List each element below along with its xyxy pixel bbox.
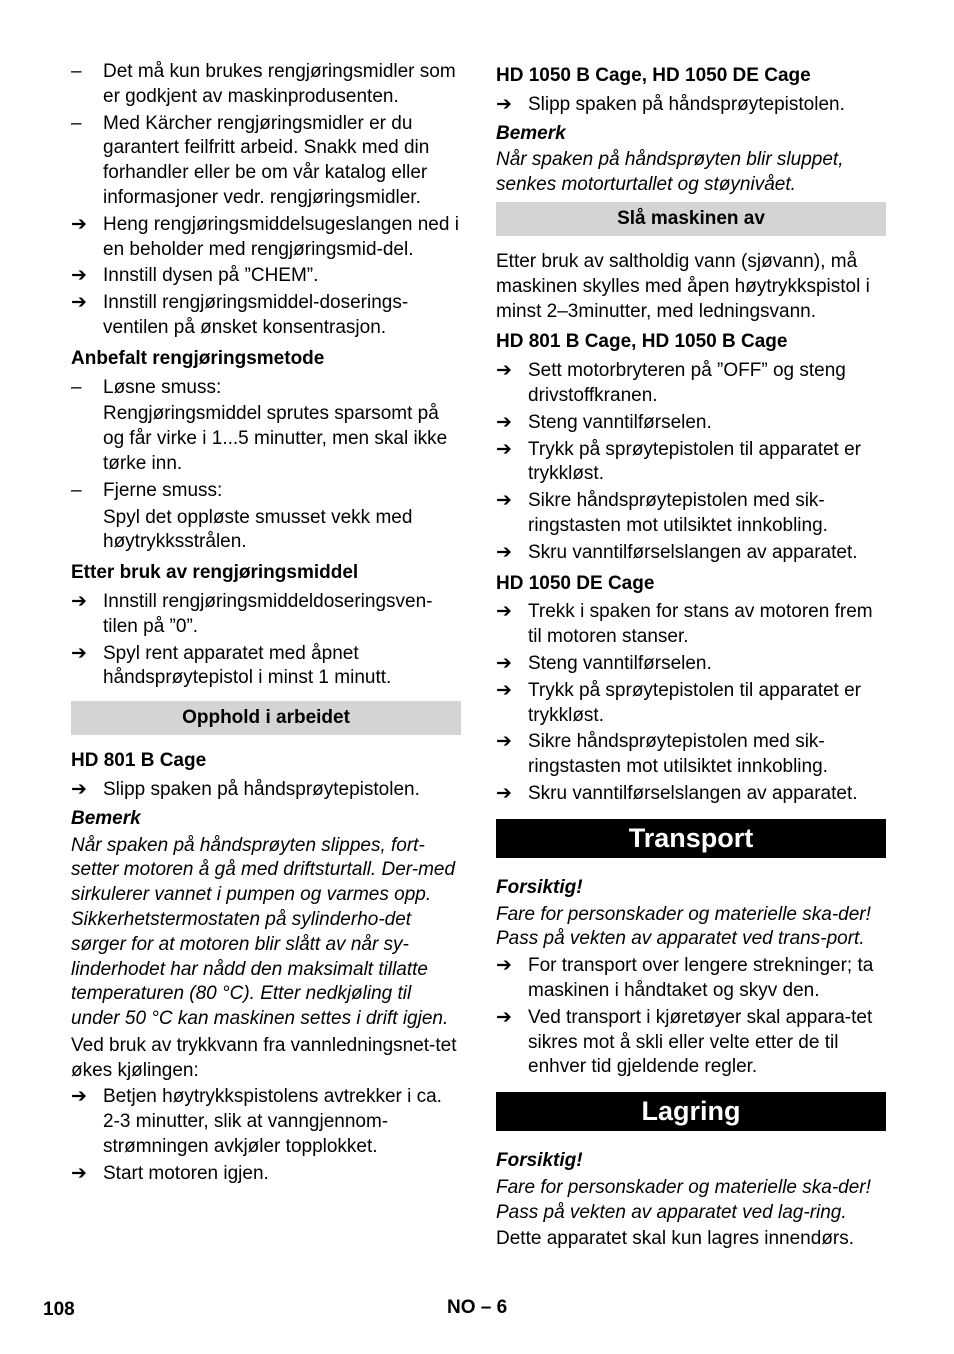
list-item bbox=[71, 590, 461, 640]
list-item-text: Innstill dysen på ”CHEM”. bbox=[103, 265, 319, 287]
list-item bbox=[496, 600, 886, 650]
arrow-icon: ➔ bbox=[71, 265, 87, 287]
list-item bbox=[496, 782, 886, 807]
arrow-icon: ➔ bbox=[71, 1162, 87, 1184]
method-step2-label: Fjerne smuss: bbox=[103, 479, 223, 501]
list-item-text: Det må kun brukes rengjøringsmidler som er godkjent av maskinprodusenten. bbox=[103, 61, 456, 107]
list-item-text: Skru vanntilførselslangen av apparatet. bbox=[528, 782, 858, 804]
list-item-text: Start motoren igjen. bbox=[103, 1162, 269, 1184]
method-step1-text: Rengjøringsmiddel sprutes sparsomt på og får virke i 1...5 minutter, men skal ikke tørke inn. bbox=[103, 403, 448, 474]
dash-marker: – bbox=[71, 479, 82, 501]
list-item-text: Trykk på sprøytepistolen til apparatet er trykkløst. bbox=[528, 679, 861, 726]
list-item-text: Steng vanntilførselen. bbox=[528, 652, 712, 674]
arrow-icon: ➔ bbox=[71, 292, 87, 314]
dash-marker: – bbox=[71, 376, 82, 398]
list-item-text: Slipp spaken på håndsprøytepistolen. bbox=[528, 93, 845, 115]
arrow-icon: ➔ bbox=[71, 1086, 87, 1108]
arrow-icon: ➔ bbox=[496, 411, 512, 433]
dash-marker: – bbox=[71, 112, 82, 134]
list-item-text: Sett motorbryteren på ”OFF” og steng drivstoffkranen. bbox=[528, 360, 846, 406]
list-item-text: Heng rengjøringsmiddelsugeslangen ned i en beholder med rengjøringsmid-del. bbox=[103, 213, 459, 260]
arrow-icon: ➔ bbox=[496, 652, 512, 674]
list-item bbox=[71, 213, 461, 263]
hd801-heading: HD 801 B Cage bbox=[71, 750, 207, 772]
list-item bbox=[71, 642, 461, 692]
off-de-heading: HD 1050 DE Cage bbox=[496, 572, 655, 594]
list-item bbox=[496, 730, 886, 780]
note-text: Når spaken på håndsprøyten slippes, fort-setter motoren å gå med driftsturtall. Der-med sirkulerer vannet i pumpen og varmes opp. Sikkerhetstermostaten på sylinderho-det sørger for at motoren blir slått av når sy-linderhodet har nådd den maksimalt tillatte temperaturen (80 °C). Etter nedkjøling til under 50 °C kan maskinen settes i drift igjen. bbox=[71, 834, 456, 1030]
list-item bbox=[496, 489, 886, 539]
list-item-text: Trykk på sprøytepistolen til apparatet er trykkløst. bbox=[528, 438, 861, 485]
off-b-heading: HD 801 B Cage, HD 1050 B Cage bbox=[496, 331, 788, 353]
arrow-icon: ➔ bbox=[71, 642, 87, 664]
section-band-pause: Opphold i arbeidet bbox=[71, 701, 461, 735]
arrow-icon: ➔ bbox=[496, 679, 512, 701]
arrow-icon: ➔ bbox=[496, 601, 512, 623]
note-label: Bemerk bbox=[71, 807, 141, 829]
list-item-text: Sikre håndsprøytepistolen med sik-ringstasten mot utilsiktet innkobling. bbox=[528, 490, 828, 536]
dash-marker: – bbox=[71, 61, 82, 82]
list-item-text: Med Kärcher rengjøringsmidler er du garantert feilfritt arbeid. Snakk med din forhandler eller be om vår katalog eller informasjoner vedr. rengjøringsmidler. bbox=[103, 112, 430, 208]
list-item bbox=[71, 376, 461, 401]
right-column bbox=[496, 60, 886, 1254]
after-heading: Etter bruk av rengjøringsmiddel bbox=[71, 562, 359, 584]
hd1050-heading: HD 1050 B Cage, HD 1050 DE Cage bbox=[496, 65, 811, 86]
arrow-icon: ➔ bbox=[496, 360, 512, 382]
arrow-icon: ➔ bbox=[496, 1006, 512, 1028]
note-label: Bemerk bbox=[496, 122, 566, 144]
list-item bbox=[71, 1085, 461, 1159]
arrow-icon: ➔ bbox=[71, 213, 87, 235]
list-item bbox=[496, 1006, 886, 1080]
arrow-icon: ➔ bbox=[71, 590, 87, 612]
list-item bbox=[71, 112, 461, 211]
list-item bbox=[71, 778, 461, 803]
caution-label: Forsiktig! bbox=[496, 876, 583, 898]
arrow-icon: ➔ bbox=[496, 541, 512, 563]
list-item bbox=[496, 93, 886, 118]
list-item-text: Sikre håndsprøytepistolen med sik-ringstasten mot utilsiktet innkobling. bbox=[528, 731, 828, 778]
list-item bbox=[71, 1162, 461, 1187]
list-item bbox=[496, 954, 886, 1004]
arrow-icon: ➔ bbox=[496, 438, 512, 460]
caution-label: Forsiktig! bbox=[496, 1150, 583, 1172]
arrow-icon: ➔ bbox=[496, 490, 512, 512]
caution-text: Fare for personskader og materielle ska-der! Pass på vekten av apparatet ved lag-ring. bbox=[496, 1176, 871, 1223]
list-item-text: For transport over lengere strekninger; ta maskinen i håndtaket og skyv den. bbox=[528, 955, 874, 1001]
arrow-icon: ➔ bbox=[496, 731, 512, 753]
list-item-text: Steng vanntilførselen. bbox=[528, 411, 712, 433]
arrow-icon: ➔ bbox=[496, 93, 512, 115]
note-text: Når spaken på håndsprøyten blir sluppet, senkes motorturtallet og støynivået. bbox=[496, 149, 844, 196]
storage-paragraph: Dette apparatet skal kun lagres innendørs. bbox=[496, 1228, 855, 1250]
list-item bbox=[71, 479, 461, 504]
left-column bbox=[71, 60, 461, 1189]
list-item bbox=[71, 60, 461, 110]
page-number: 108 bbox=[43, 1299, 75, 1320]
list-item-text: Innstill rengjøringsmiddeldoseringsven-tilen på ”0”. bbox=[103, 590, 433, 637]
list-item bbox=[496, 541, 886, 566]
arrow-icon: ➔ bbox=[496, 782, 512, 804]
list-item bbox=[71, 291, 461, 341]
list-item-text: Skru vanntilførselslangen av apparatet. bbox=[528, 541, 858, 563]
list-item bbox=[496, 679, 886, 729]
list-item-text: Trekk i spaken for stans av motoren frem til motoren stanser. bbox=[528, 601, 873, 648]
section-band-storage: Lagring bbox=[496, 1092, 886, 1131]
arrow-icon: ➔ bbox=[71, 778, 87, 800]
list-item-text: Spyl rent apparatet med åpnet håndsprøytepistol i minst 1 minutt. bbox=[103, 642, 392, 689]
method-step2-text: Spyl det oppløste smusset vekk med høytrykksstrålen. bbox=[103, 506, 413, 553]
list-item-text: Betjen høytrykkspistolens avtrekker i ca. 2-3 minutter, slik at vanngjennom-strømningen avkjøler topplokket. bbox=[103, 1086, 442, 1158]
list-item bbox=[496, 411, 886, 436]
list-item-text: Ved transport i kjøretøyer skal appara-tet sikres mot å skli eller velte etter de til enhver tid gjeldende regler. bbox=[528, 1006, 873, 1078]
section-band-transport: Transport bbox=[496, 819, 886, 858]
list-item bbox=[496, 652, 886, 677]
list-item-text: Innstill rengjøringsmiddel-doserings-ventilen på ønsket konsentrasjon. bbox=[103, 292, 409, 338]
section-label: NO – 6 bbox=[447, 1297, 508, 1318]
list-item bbox=[496, 359, 886, 409]
arrow-icon: ➔ bbox=[496, 955, 512, 977]
section-band-off: Slå maskinen av bbox=[496, 202, 886, 236]
method-heading: Anbefalt rengjøringsmetode bbox=[71, 347, 325, 369]
method-step1-label: Løsne smuss: bbox=[103, 376, 222, 398]
list-item bbox=[496, 438, 886, 488]
off-paragraph: Etter bruk av saltholdig vann (sjøvann), må maskinen skylles med åpen høytrykkspistol i minst 2–3minutter, med ledningsvann. bbox=[496, 250, 870, 322]
list-item-text: Slipp spaken på håndsprøytepistolen. bbox=[103, 778, 420, 800]
water-paragraph: Ved bruk av trykkvann fra vannledningsnet-tet økes kjølingen: bbox=[71, 1034, 457, 1081]
list-item bbox=[71, 264, 461, 289]
caution-text: Fare for personskader og materielle ska-der! Pass på vekten av apparatet ved trans-port. bbox=[496, 903, 871, 950]
